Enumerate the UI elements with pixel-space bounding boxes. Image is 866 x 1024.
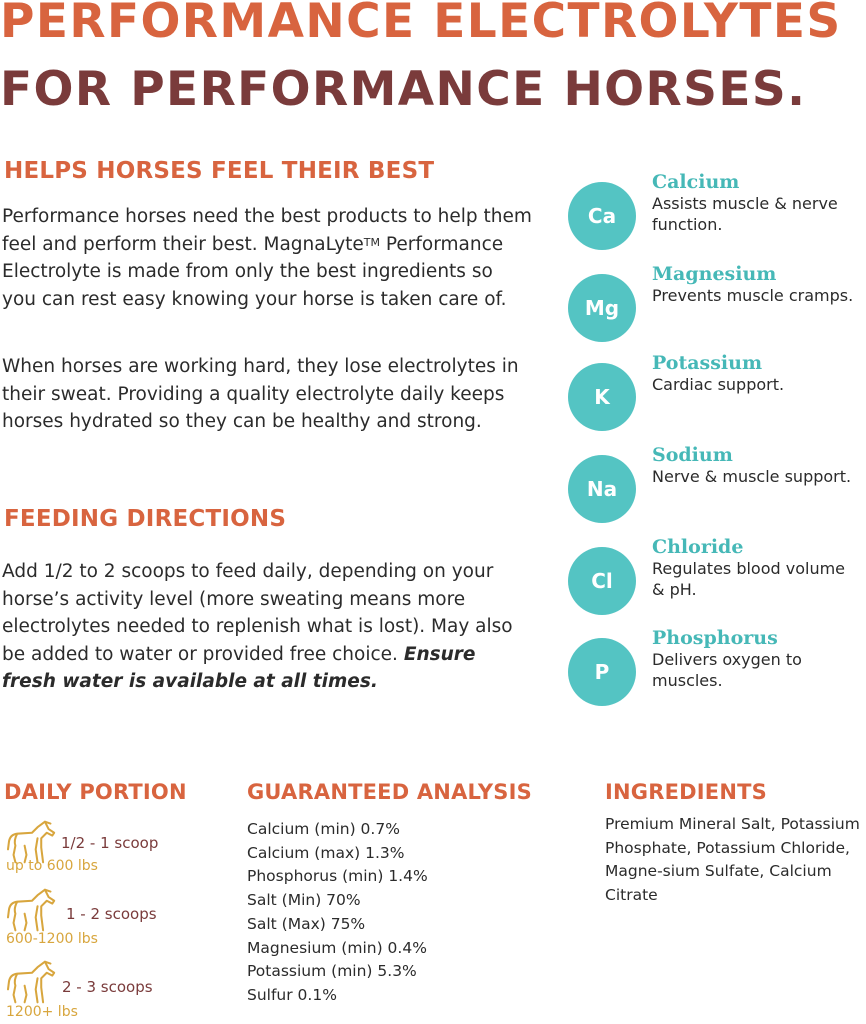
feeding-emphasis: Ensure fresh water is available at all times. [2,643,476,692]
mineral-name: Calcium [652,171,740,193]
horse-icon [4,958,60,1006]
headline-line-1: PERFORMANCE ELECTROLYTES [0,0,842,49]
analysis-item: Calcium (max) 1.3% [247,843,405,862]
mineral-name: Potassium [652,352,763,374]
analysis-item: Sulfur 0.1% [247,985,337,1004]
analysis-item: Salt (Max) 75% [247,914,366,933]
guaranteed-analysis-title: GUARANTEED ANALYSIS [247,780,532,804]
horse-icon [4,886,60,934]
mineral-symbol-circle: Na [568,455,636,523]
analysis-item: Phosphorus (min) 1.4% [247,867,428,886]
portion-weight: 600-1200 lbs [6,931,98,947]
helps-paragraph-2: When horses are working hard, they lose electrolytes in their sweat. Providing a quality electrolyte daily keeps horses hydrated so they can be healthy and strong. [2,356,519,432]
daily-portion-title: DAILY PORTION [4,780,187,804]
mineral-desc: Cardiac support. [652,375,785,394]
trademark: TM [363,235,381,249]
portion-amount: 1 - 2 scoops [66,905,157,923]
helps-title: HELPS HORSES FEEL THEIR BEST [4,158,435,184]
feeding-title: FEEDING DIRECTIONS [4,506,287,532]
mineral-desc: Assists muscle & nerve function. [652,194,838,234]
ingredients-title: INGREDIENTS [605,780,767,804]
feeding-text: Add 1/2 to 2 scoops to feed daily, depending on your horse’s activity level (more sweating means more electrolytes needed to replenish what is lost). May also be added to water or provided free choice. Ensure fresh water is available at all times. [2,561,513,692]
mineral-phosphorus [568,627,866,718]
portion-amount: 1/2 - 1 scoop [61,834,159,852]
portion-weight: 1200+ lbs [6,1004,78,1020]
helps-paragraph-1: Performance horses need the best products to help them feel and perform their best. MagnaLyte™ Performance Electrolyte is made from only the best ingredients so you can rest easy knowing your horse is taken care of. [2,206,532,310]
mineral-symbol-circle: Mg [568,274,636,342]
mineral-desc: Prevents muscle cramps. [652,286,854,305]
mineral-calcium [568,171,866,262]
portion-amount: 2 - 3 scoops [62,978,153,996]
ingredients-text: Premium Mineral Salt, Potassium Phosphate, Potassium Chloride, Magne-sium Sulfate, Calcium Citrate [605,815,860,905]
mineral-symbol-circle: P [568,638,636,706]
headline-line-2: FOR PERFORMANCE HORSES. [0,62,807,117]
mineral-desc: Delivers oxygen to muscles. [652,650,802,690]
mineral-desc: Nerve & muscle support. [652,467,852,486]
mineral-sodium [568,444,866,535]
mineral-name: Sodium [652,444,733,466]
mineral-symbol-circle: Cl [568,547,636,615]
analysis-item: Calcium (min) 0.7% [247,820,400,838]
portion-weight: up to 600 lbs [6,858,98,874]
analysis-item: Salt (Min) 70% [247,891,361,910]
analysis-item: Potassium (min) 5.3% [247,962,417,981]
mineral-chloride [568,536,866,627]
mineral-desc: Regulates blood volume & pH. [652,559,846,599]
mineral-name: Phosphorus [652,627,778,649]
mineral-potassium [568,352,866,443]
analysis-list [247,818,428,1008]
mineral-name: Chloride [652,536,744,558]
mineral-symbol-circle: Ca [568,182,636,250]
mineral-magnesium [568,263,866,354]
mineral-symbol-circle: K [568,363,636,431]
analysis-item: Magnesium (min) 0.4% [247,938,427,957]
mineral-name: Magnesium [652,263,777,285]
